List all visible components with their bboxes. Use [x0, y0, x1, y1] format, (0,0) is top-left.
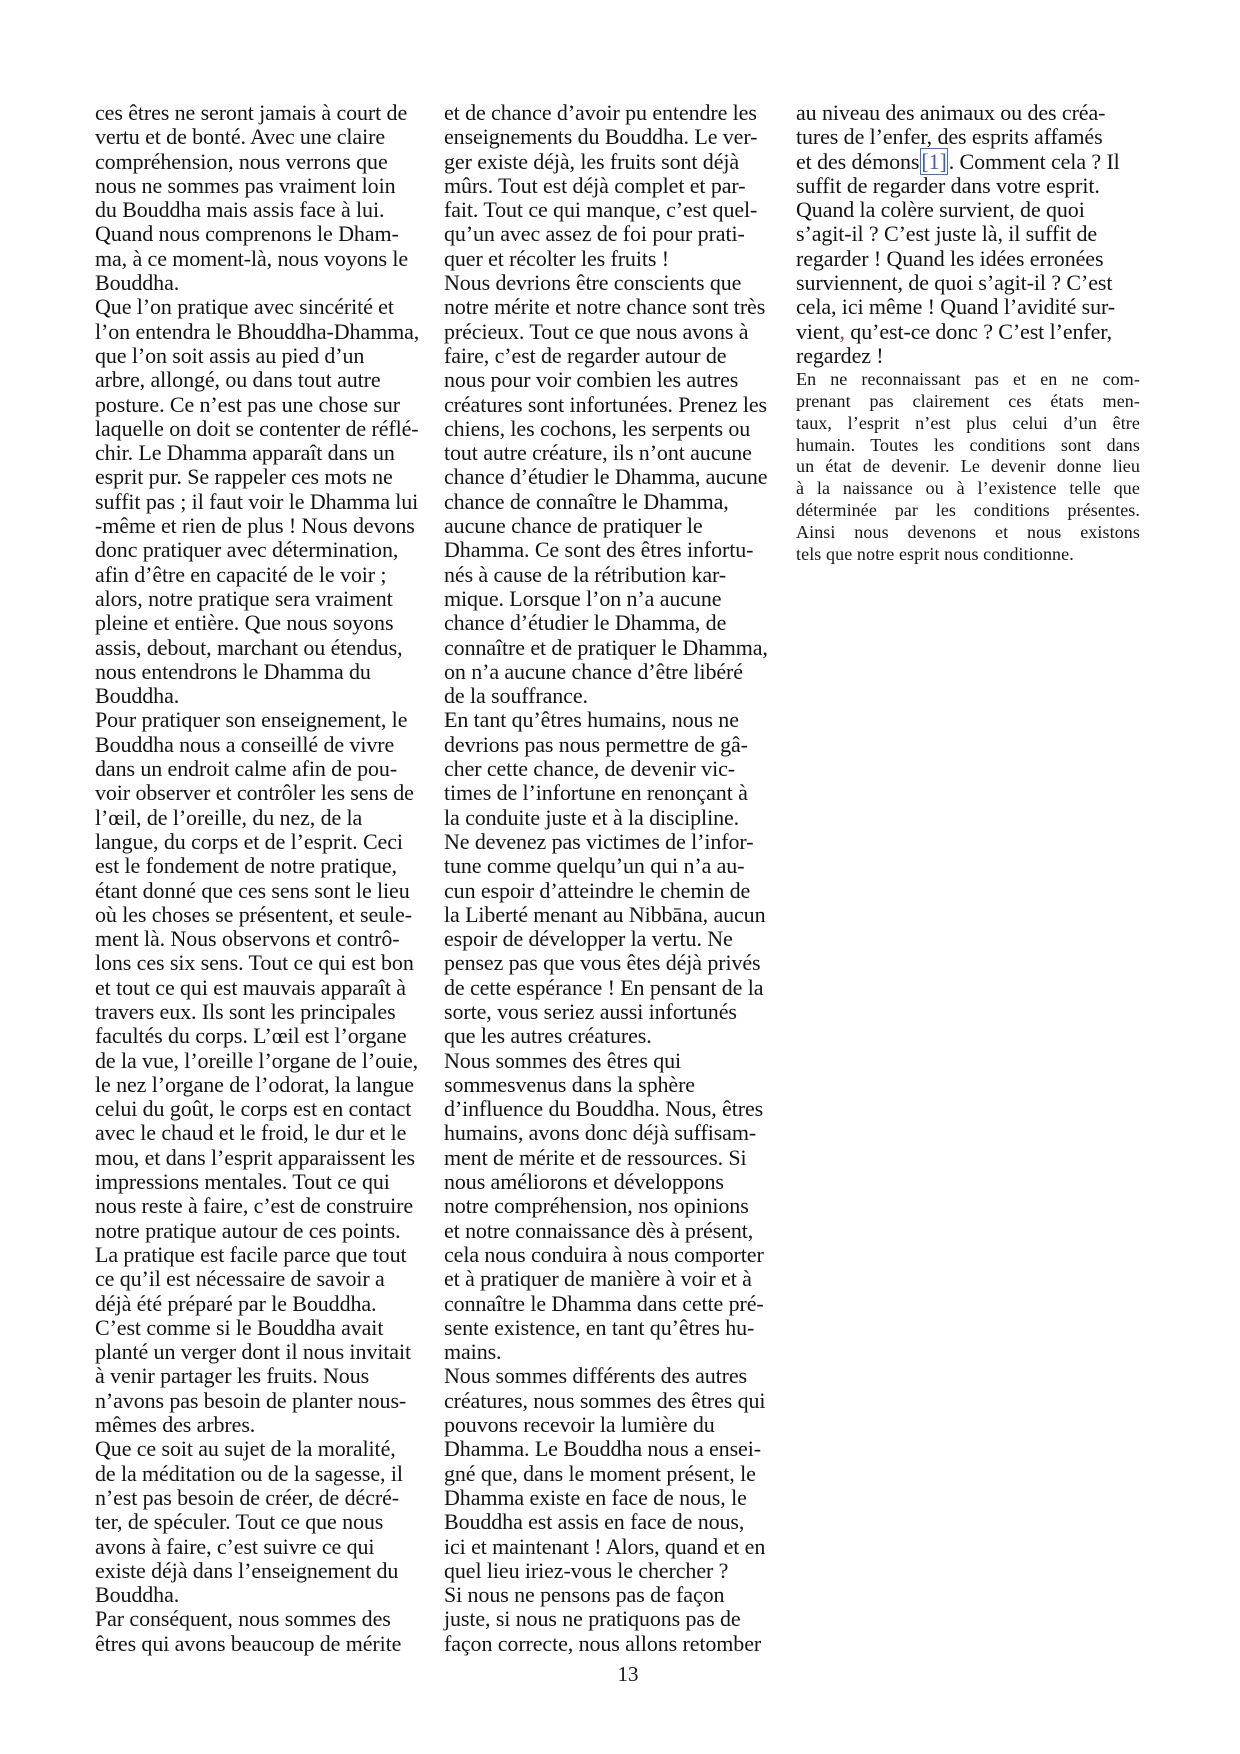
text-line: laquelle on doit se contenter de réflé- — [95, 415, 419, 441]
text-line: cela nous conduira à nous comporter — [444, 1241, 764, 1267]
text-line: langue, du corps et de l’esprit. Ceci — [95, 828, 403, 854]
text-line: chance d’étudier le Dhamma, aucune — [444, 464, 768, 490]
text-line: connaître et de pratiquer le Dhamma, — [444, 634, 768, 660]
text-line: Bouddha nous a conseillé de vivre — [95, 731, 395, 757]
text-line: lons ces six sens. Tout ce qui est bon — [95, 950, 414, 976]
text-line: planté un verger dont il nous invitait — [95, 1339, 411, 1365]
text-line: Nous devrions être conscients que — [444, 270, 742, 296]
text-line: déjà été préparé par le Bouddha. — [95, 1290, 377, 1316]
text-line: quel lieu iriez-vous le chercher ? — [444, 1557, 729, 1583]
text-line: cun espoir d’atteindre le chemin de — [444, 877, 751, 903]
text-line: posture. Ce n’est pas une chose sur — [95, 391, 401, 417]
text-line: surviennent, de quoi s’agit-il ? C’est — [796, 270, 1113, 296]
text-line: de cette espérance ! En pensant de la — [444, 974, 764, 1000]
text-line: et tout ce qui est mauvais apparaît à — [95, 974, 406, 1000]
text-line: à la naissance ou à l’existence telle que — [796, 478, 1140, 499]
text-line: chance de connaître le Dhamma, — [444, 488, 729, 514]
text-line: notre pratique autour de ces points. — [95, 1217, 401, 1243]
text-line: avec le chaud et le froid, le dur et le — [95, 1120, 407, 1146]
text-line: sente existence, en tant qu’êtres hu- — [444, 1314, 755, 1340]
text-line: enseignements du Bouddha. Le ver- — [444, 124, 758, 150]
text-line: que les autres créatures. — [444, 1023, 652, 1049]
text-line: En tant qu’êtres humains, nous ne — [444, 707, 739, 733]
text-line: afin d’être en capacité de le voir ; — [95, 561, 387, 587]
text-line: façon correcte, nous allons retomber — [444, 1630, 762, 1656]
text-line: cher cette chance, de devenir vic- — [444, 756, 735, 782]
text-line: mou, et dans l’esprit apparaissent les — [95, 1144, 416, 1170]
text-line: chance d’étudier le Dhamma, de — [444, 610, 727, 636]
text-line: où les choses se présentent, et seule- — [95, 901, 412, 927]
text-line: ces êtres ne seront jamais à court de — [95, 100, 408, 125]
text-line: mique. Lorsque l’on n’a aucune — [444, 585, 722, 611]
text-line: chir. Le Dhamma apparaît dans un — [95, 440, 395, 466]
text-line: voir observer et contrôler les sens de — [95, 780, 414, 806]
text-line: celui du goût, le corps est en contact — [95, 1096, 412, 1122]
red-comma: , — [839, 318, 845, 344]
text-line: pouvons recevoir la lumière du — [444, 1412, 715, 1438]
text-column-3 — [796, 101, 1140, 565]
text-line: Dhamma existe en face de nous, le — [444, 1484, 747, 1510]
text-line: En ne reconnaissant pas et en ne com- — [796, 369, 1140, 390]
text-line: mûrs. Tout est déjà complet et par- — [444, 172, 746, 198]
text-line: travers eux. Ils sont les principales — [95, 998, 396, 1024]
page-number: 13 — [617, 1662, 639, 1686]
text-line: impressions mentales. Tout ce qui — [95, 1169, 390, 1195]
text-line: connaître le Dhamma dans cette pré- — [444, 1290, 764, 1316]
text-line: l’on entendra le Bhouddha-Dhamma, — [95, 318, 420, 344]
text-line: espoir de développer la vertu. Ne — [444, 926, 733, 952]
text-line: faire, c’est de regarder autour de — [444, 342, 727, 368]
text-segment: qu’est-ce donc ? C’est l’enfer, — [844, 318, 1113, 344]
text-column-2 — [444, 101, 789, 1656]
text-line: La pratique est facile parce que tout — [95, 1241, 407, 1267]
text-line: prenant pas clairement ces états men- — [796, 391, 1140, 412]
text-line: suffit de regarder dans votre esprit. — [796, 172, 1100, 198]
text-line: le nez l’organe de l’odorat, la langue — [95, 1071, 414, 1097]
text-line: Bouddha. — [95, 270, 180, 296]
paragraph-becoming-justified — [796, 369, 1140, 565]
text-line: tout autre créature, ils n’ont aucune — [444, 440, 752, 466]
text-line: Ne devenez pas victimes de l’infor- — [444, 828, 754, 854]
text-line: regarder ! Quand les idées erronées — [796, 245, 1104, 271]
text-line: humain. Toutes les conditions sont dans — [796, 434, 1140, 455]
text-line: nous améliorons et développons — [444, 1169, 724, 1195]
text-line: Quand la colère survient, de quoi — [796, 197, 1085, 223]
text-line: ce qu’il est nécessaire de savoir a — [95, 1266, 385, 1292]
text-line: ment de mérite et de ressources. Si — [444, 1144, 747, 1170]
text-line: de la souffrance. — [444, 683, 588, 709]
text-line: fait. Tout ce qui manque, c’est quel- — [444, 197, 758, 223]
text-line: l’œil, de l’oreille, du nez, de la — [95, 804, 363, 830]
text-line: déterminée par les conditions présentes. — [796, 500, 1140, 521]
text-line: de la méditation ou de la sagesse, il — [95, 1460, 403, 1486]
text-column-1 — [95, 101, 440, 1656]
text-line: pensez pas que vous êtes déjà privés — [444, 950, 761, 976]
text-line: créatures sont infortunées. Prenez les — [444, 391, 768, 417]
text-line: Que ce soit au sujet de la moralité, — [95, 1436, 396, 1462]
text-line: est le fondement de notre pratique, — [95, 853, 397, 879]
text-line: Ainsi nous devenons et nous existons — [796, 521, 1140, 542]
text-segment: et des démons — [796, 148, 920, 174]
text-line: facultés du corps. L’œil est l’organe — [95, 1023, 407, 1049]
text-line: n’avons pas besoin de planter nous- — [95, 1387, 407, 1413]
text-line: Pour pratiquer son enseignement, le — [95, 707, 408, 733]
text-line: et notre connaissance dès à présent, — [444, 1217, 754, 1243]
text-line: mêmes des arbres. — [95, 1412, 256, 1438]
text-line: juste, si nous ne pratiquons pas de — [444, 1606, 741, 1632]
text-line: à venir partager les fruits. Nous — [95, 1363, 370, 1389]
text-line: tune comme quelqu’un qui n’a au- — [444, 853, 745, 879]
text-line: times de l’infortune en renonçant à — [444, 780, 748, 806]
text-line: tels que notre esprit nous conditionne. — [796, 543, 1074, 564]
text-line: Dhamma. Le Bouddha nous a ensei- — [444, 1436, 761, 1462]
text-line: notre compréhension, nos opinions — [444, 1193, 749, 1219]
text-line: pleine et entière. Que nous soyons — [95, 610, 394, 636]
text-line: dans un endroit calme afin de pou- — [95, 756, 398, 782]
text-line: ma, à ce moment-là, nous voyons le — [95, 245, 409, 271]
text-line: qu’un avec assez de foi pour prati- — [444, 221, 745, 247]
text-line: précieux. Tout ce que nous avons à — [444, 318, 749, 344]
text-line: êtres qui avons beaucoup de mérite — [95, 1630, 402, 1656]
text-line: tures de l’enfer, des esprits affamés — [796, 124, 1103, 150]
text-line: regardez ! — [796, 342, 884, 368]
text-line: donc pratiquer avec détermination, — [95, 537, 399, 563]
text-line: on n’a aucune chance d’être libéré — [444, 658, 743, 684]
text-line: au niveau des animaux ou des créa- — [796, 100, 1106, 125]
text-line — [796, 320, 1140, 344]
text-line: Nous sommes des êtres qui — [444, 1047, 682, 1073]
text-line: Que l’on pratique avec sincérité et — [95, 294, 394, 320]
text-line: Quand nous comprenons le Dham- — [95, 221, 399, 247]
text-line: gné que, dans le moment présent, le — [444, 1460, 756, 1486]
text-line: nous ne sommes pas vraiment loin — [95, 172, 396, 198]
text-line: ici et maintenant ! Alors, quand et en — [444, 1533, 766, 1559]
text-line: cela, ici même ! Quand l’avidité sur- — [796, 294, 1116, 320]
text-line: quer et récolter les fruits ! — [444, 245, 669, 271]
text-line: taux, l’esprit n’est plus celui d’un être — [796, 412, 1140, 433]
text-line: avons à faire, c’est suivre ce qui — [95, 1533, 375, 1559]
text-line: aucune chance de pratiquer le — [444, 513, 703, 539]
footnote-link[interactable]: [1] — [921, 148, 947, 174]
text-line: nous entendrons le Dhamma du — [95, 658, 371, 684]
text-line: que l’on soit assis au pied d’un — [95, 342, 365, 368]
text-line: la conduite juste et à la discipline. — [444, 804, 740, 830]
text-line: sorte, vous seriez aussi infortunés — [444, 998, 737, 1024]
text-line: sommesvenus dans la sphère — [444, 1071, 695, 1097]
text-line: suffit pas ; il faut voir le Dhamma lui — [95, 488, 419, 514]
text-line: ment là. Nous observons et contrô- — [95, 926, 400, 952]
text-line: alors, notre pratique sera vraiment — [95, 585, 393, 611]
text-line: nés à cause de la rétribution kar- — [444, 561, 727, 587]
text-line: devrions pas nous permettre de gâ- — [444, 731, 748, 757]
text-line: Nous sommes différents des autres — [444, 1363, 748, 1389]
text-line: esprit pur. Se rappeler ces mots ne — [95, 464, 393, 490]
text-line: compréhension, nous verrons que — [95, 148, 388, 174]
text-line: chiens, les cochons, les serpents ou — [444, 415, 751, 441]
text-line: étant donné que ces sens sont le lieu — [95, 877, 410, 903]
text-line: assis, debout, marchant ou étendus, — [95, 634, 403, 660]
text-line: Bouddha. — [95, 683, 180, 709]
text-line: un état de devenir. Le devenir donne lieu — [796, 456, 1140, 477]
text-line: humains, avons donc déjà suffisam- — [444, 1120, 757, 1146]
text-segment: vient — [796, 318, 840, 344]
text-line: vertu et de bonté. Avec une claire — [95, 124, 386, 150]
text-line: -même et rien de plus ! Nous devons — [95, 513, 415, 539]
text-line: arbre, allongé, ou dans tout autre — [95, 367, 381, 393]
text-line: nous pour voir combien les autres — [444, 367, 739, 393]
text-line: mains. — [444, 1339, 502, 1365]
text-line: Bouddha est assis en face de nous, — [444, 1509, 745, 1535]
text-line: Par conséquent, nous sommes des — [95, 1606, 391, 1632]
text-line: existe déjà dans l’enseignement du — [95, 1557, 399, 1583]
text-line: et à pratiquer de manière à voir et à — [444, 1266, 752, 1292]
text-line: de la vue, l’oreille l’organe de l’ouie, — [95, 1047, 419, 1073]
text-line: Bouddha. — [95, 1582, 180, 1608]
text-line: notre mérite et notre chance sont très — [444, 294, 766, 320]
text-line: nous reste à faire, c’est de construire — [95, 1193, 414, 1219]
text-line: ger existe déjà, les fruits sont déjà — [444, 148, 740, 174]
text-line: d’influence du Bouddha. Nous, êtres — [444, 1096, 764, 1122]
text-line — [796, 150, 1140, 174]
text-line: créatures, nous sommes des êtres qui — [444, 1387, 766, 1413]
text-line: la Liberté menant au Nibbāna, aucun — [444, 901, 766, 927]
paragraph-mind-states — [796, 101, 1140, 368]
text-line: n’est pas besoin de créer, de décré- — [95, 1484, 399, 1510]
text-line: s’agit-il ? C’est juste là, il suffit de — [796, 221, 1098, 247]
text-line: Si nous ne pensons pas de façon — [444, 1582, 725, 1608]
text-line: ter, de spéculer. Tout ce que nous — [95, 1509, 384, 1535]
text-line: et de chance d’avoir pu entendre les — [444, 100, 757, 125]
text-segment: . Comment cela ? Il — [948, 148, 1120, 174]
text-line: Dhamma. Ce sont des êtres infortu- — [444, 537, 754, 563]
text-line: C’est comme si le Bouddha avait — [95, 1314, 384, 1340]
text-line: du Bouddha mais assis face à lui. — [95, 197, 385, 223]
